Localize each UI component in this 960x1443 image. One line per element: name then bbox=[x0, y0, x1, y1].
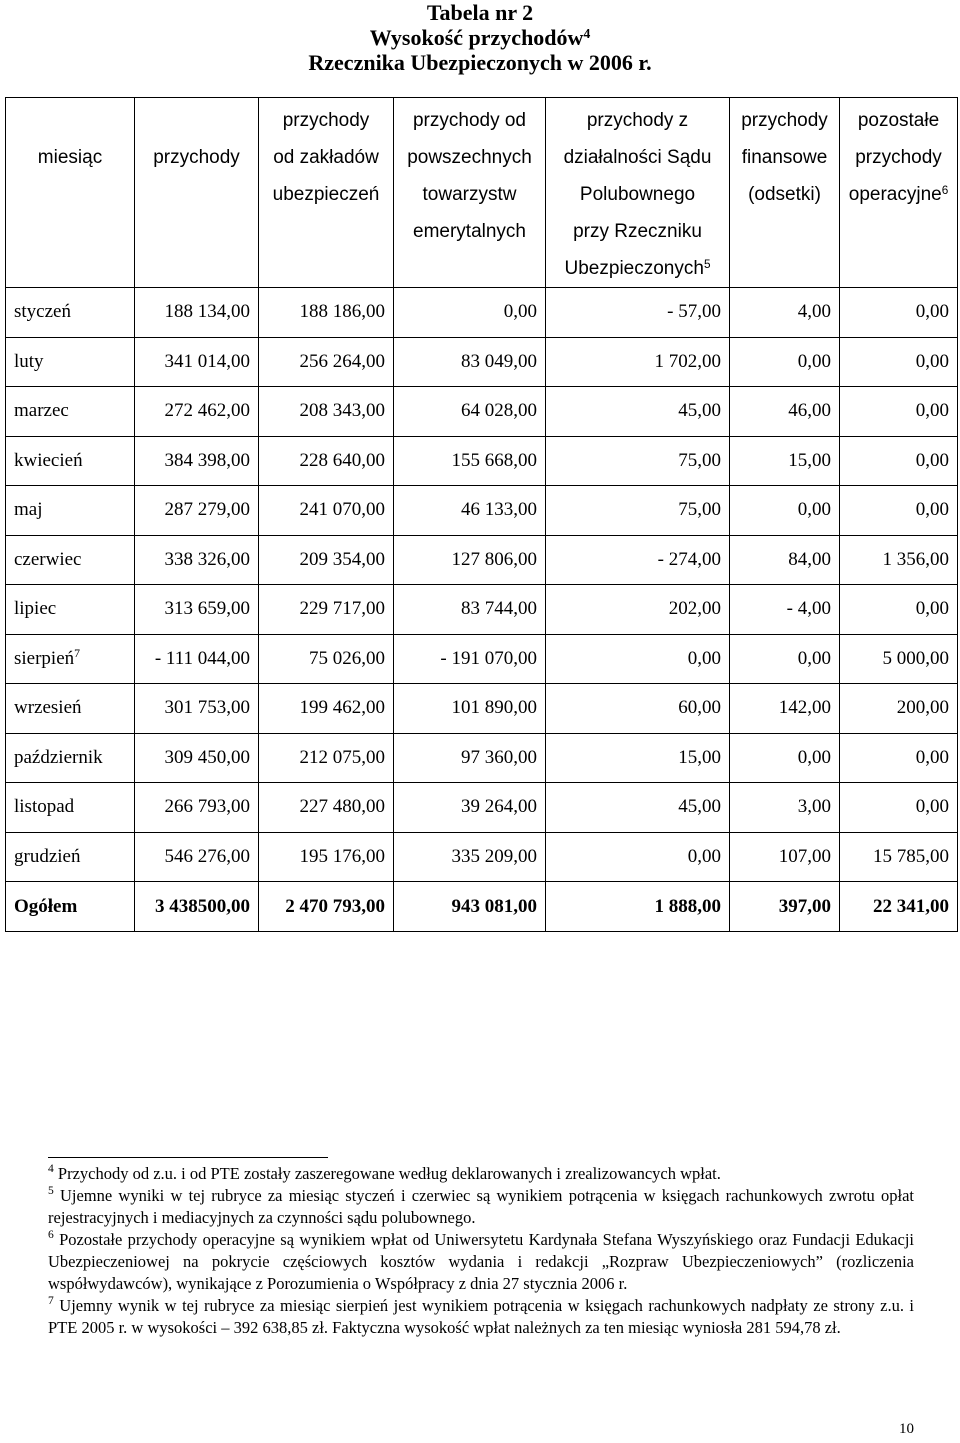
value-cell-pte: 46 133,00 bbox=[394, 486, 546, 536]
month-cell bbox=[6, 288, 135, 338]
header-other-footnote-ref: 6 bbox=[941, 183, 949, 197]
value-cell-total: - 111 044,00 bbox=[135, 634, 259, 684]
value-cell-pte: 127 806,00 bbox=[394, 535, 546, 585]
title-footnote-ref: 4 bbox=[583, 25, 591, 41]
month-cell bbox=[6, 436, 135, 486]
header-financial-line: przychody bbox=[741, 110, 828, 131]
footnote-text: Przychody od z.u. i od PTE zostały zaszeregowane według deklarowanych i zrealizowancych wpłat. bbox=[57, 1164, 721, 1183]
value-cell-other: 0,00 bbox=[840, 585, 958, 635]
value-cell-total: 301 753,00 bbox=[135, 684, 259, 734]
value-cell-total: 287 279,00 bbox=[135, 486, 259, 536]
header-court-footnote-ref: 5 bbox=[703, 257, 711, 271]
total-label: Ogółem bbox=[6, 882, 135, 932]
value-cell-pte: 335 209,00 bbox=[394, 832, 546, 882]
value-cell-total: 266 793,00 bbox=[135, 783, 259, 833]
total-cell-fin: 397,00 bbox=[730, 882, 840, 932]
header-pension-line: powszechnych bbox=[407, 147, 532, 168]
value-cell-court: 45,00 bbox=[546, 783, 730, 833]
value-cell-fin: 0,00 bbox=[730, 486, 840, 536]
header-month-label: miesiąc bbox=[37, 147, 103, 168]
total-cell-total: 3 438500,00 bbox=[135, 882, 259, 932]
value-cell-total: 188 134,00 bbox=[135, 288, 259, 338]
header-row bbox=[6, 98, 958, 288]
header-insurers bbox=[259, 98, 394, 288]
header-pension-funds bbox=[394, 98, 546, 288]
header-month bbox=[6, 98, 135, 288]
revenue-table bbox=[5, 97, 958, 932]
month-cell bbox=[6, 387, 135, 437]
value-cell-total: 338 326,00 bbox=[135, 535, 259, 585]
title-line-3: Rzecznika Ubezpieczonych w 2006 r. bbox=[308, 50, 652, 75]
month-cell bbox=[6, 535, 135, 585]
month-label: listopad bbox=[14, 796, 75, 818]
footnote-text: Ujemny wynik w tej rubryce za miesiąc sierpień jest wynikiem potrącenia w księgach rachunkowych nadpłaty ze strony z.u. i PTE 2005 r. w wysokości – 392 638,85 zł. Faktyczna wysokość wpłat należnych za ten miesiąc wyniosła 281 594,78 zł. bbox=[48, 1296, 915, 1337]
month-cell bbox=[6, 634, 135, 684]
value-cell-court: - 57,00 bbox=[546, 288, 730, 338]
total-row bbox=[6, 882, 958, 932]
value-cell-court: 75,00 bbox=[546, 436, 730, 486]
value-cell-ins: 75 026,00 bbox=[259, 634, 394, 684]
month-cell bbox=[6, 733, 135, 783]
value-cell-ins: 195 176,00 bbox=[259, 832, 394, 882]
value-cell-total: 384 398,00 bbox=[135, 436, 259, 486]
value-cell-pte: 83 744,00 bbox=[394, 585, 546, 635]
table-row bbox=[6, 783, 958, 833]
month-footnote-ref: 7 bbox=[74, 647, 81, 661]
table-row bbox=[6, 337, 958, 387]
header-other-line: przychody bbox=[855, 147, 942, 168]
value-cell-court: 75,00 bbox=[546, 486, 730, 536]
table-title bbox=[0, 0, 960, 75]
header-court-line: przy Rzeczniku bbox=[573, 221, 702, 242]
value-cell-fin: 142,00 bbox=[730, 684, 840, 734]
value-cell-ins: 188 186,00 bbox=[259, 288, 394, 338]
header-total-label: przychody bbox=[153, 147, 240, 168]
value-cell-court: - 274,00 bbox=[546, 535, 730, 585]
footnotes bbox=[48, 1163, 914, 1339]
header-court-line: przychody z bbox=[586, 110, 689, 131]
value-cell-ins: 228 640,00 bbox=[259, 436, 394, 486]
header-court-line: działalności Sądu bbox=[563, 147, 712, 168]
value-cell-pte: 64 028,00 bbox=[394, 387, 546, 437]
value-cell-fin: 0,00 bbox=[730, 634, 840, 684]
total-cell-ins: 2 470 793,00 bbox=[259, 882, 394, 932]
header-other-operating bbox=[840, 98, 958, 288]
value-cell-total: 546 276,00 bbox=[135, 832, 259, 882]
value-cell-fin: 46,00 bbox=[730, 387, 840, 437]
month-cell bbox=[6, 486, 135, 536]
value-cell-court: 45,00 bbox=[546, 387, 730, 437]
value-cell-total: 272 462,00 bbox=[135, 387, 259, 437]
value-cell-pte: 39 264,00 bbox=[394, 783, 546, 833]
value-cell-ins: 209 354,00 bbox=[259, 535, 394, 585]
header-insurers-line: od zakładów bbox=[273, 147, 379, 168]
table-row bbox=[6, 634, 958, 684]
month-label: marzec bbox=[14, 400, 69, 422]
value-cell-other: 0,00 bbox=[840, 288, 958, 338]
month-label: wrzesień bbox=[14, 697, 82, 719]
month-cell bbox=[6, 337, 135, 387]
total-cell-court: 1 888,00 bbox=[546, 882, 730, 932]
footnote bbox=[48, 1295, 914, 1339]
footnote bbox=[48, 1163, 914, 1185]
value-cell-pte: 0,00 bbox=[394, 288, 546, 338]
month-cell bbox=[6, 832, 135, 882]
header-court-line bbox=[546, 250, 729, 287]
header-insurers-line: ubezpieczeń bbox=[272, 184, 380, 205]
header-other-line bbox=[840, 176, 957, 213]
header-arbitration-court bbox=[546, 98, 730, 288]
table-row bbox=[6, 387, 958, 437]
header-financial-line: (odsetki) bbox=[748, 184, 821, 205]
footnote-separator bbox=[48, 1157, 328, 1158]
value-cell-court: 0,00 bbox=[546, 832, 730, 882]
value-cell-fin: 107,00 bbox=[730, 832, 840, 882]
value-cell-pte: - 191 070,00 bbox=[394, 634, 546, 684]
value-cell-other: 5 000,00 bbox=[840, 634, 958, 684]
title-line-1: Tabela nr 2 bbox=[426, 0, 534, 25]
footnote-text: Pozostałe przychody operacyjne są wynikiem wpłat od Uniwersytetu Kardynała Stefana Wyszyńskiego oraz Fundacji Edukacji Ubezpieczeniowej na pokrycie częściowych kosztów wydania i redakcji „Rozpraw Ubezpieczeniowych” (rozliczenia współwydawców), wynikające z Porozumienia o Współpracy z dnia 27 stycznia 2006 r. bbox=[48, 1230, 914, 1293]
value-cell-other: 1 356,00 bbox=[840, 535, 958, 585]
footnote bbox=[48, 1185, 914, 1229]
month-label: październik bbox=[14, 746, 103, 768]
header-pension-line: towarzystw bbox=[422, 184, 517, 205]
month-label: styczeń bbox=[14, 301, 71, 323]
value-cell-fin: 0,00 bbox=[730, 733, 840, 783]
value-cell-other: 0,00 bbox=[840, 436, 958, 486]
footnote-number: 6 bbox=[48, 1229, 54, 1242]
month-label: maj bbox=[14, 499, 43, 521]
header-court-line: Polubownego bbox=[579, 184, 696, 205]
footnote bbox=[48, 1229, 914, 1295]
value-cell-fin: - 4,00 bbox=[730, 585, 840, 635]
total-cell-other: 22 341,00 bbox=[840, 882, 958, 932]
header-financial-line: finansowe bbox=[741, 147, 828, 168]
value-cell-ins: 227 480,00 bbox=[259, 783, 394, 833]
month-cell bbox=[6, 585, 135, 635]
header-pension-line: emerytalnych bbox=[413, 221, 526, 242]
footnote-number: 5 bbox=[48, 1185, 54, 1198]
month-label: czerwiec bbox=[14, 548, 82, 570]
value-cell-ins: 208 343,00 bbox=[259, 387, 394, 437]
footnote-number: 4 bbox=[48, 1163, 54, 1176]
value-cell-other: 200,00 bbox=[840, 684, 958, 734]
value-cell-fin: 84,00 bbox=[730, 535, 840, 585]
value-cell-other: 0,00 bbox=[840, 337, 958, 387]
value-cell-ins: 229 717,00 bbox=[259, 585, 394, 635]
value-cell-pte: 101 890,00 bbox=[394, 684, 546, 734]
value-cell-court: 202,00 bbox=[546, 585, 730, 635]
value-cell-court: 15,00 bbox=[546, 733, 730, 783]
value-cell-pte: 97 360,00 bbox=[394, 733, 546, 783]
month-label: lipiec bbox=[14, 598, 57, 620]
revenue-table-body bbox=[6, 98, 958, 932]
total-cell-pte: 943 081,00 bbox=[394, 882, 546, 932]
page-number: 10 bbox=[899, 1421, 914, 1437]
month-cell bbox=[6, 783, 135, 833]
value-cell-fin: 15,00 bbox=[730, 436, 840, 486]
month-label: luty bbox=[14, 350, 44, 372]
header-pension-line: przychody od bbox=[412, 110, 526, 131]
value-cell-other: 0,00 bbox=[840, 486, 958, 536]
header-other-line-text: operacyjne bbox=[848, 184, 942, 205]
value-cell-court: 1 702,00 bbox=[546, 337, 730, 387]
header-financial bbox=[730, 98, 840, 288]
value-cell-total: 313 659,00 bbox=[135, 585, 259, 635]
value-cell-fin: 4,00 bbox=[730, 288, 840, 338]
table-row bbox=[6, 832, 958, 882]
header-insurers-line: przychody bbox=[282, 110, 370, 131]
month-label: grudzień bbox=[14, 845, 81, 867]
value-cell-ins: 241 070,00 bbox=[259, 486, 394, 536]
value-cell-other: 0,00 bbox=[840, 733, 958, 783]
table-row bbox=[6, 288, 958, 338]
value-cell-other: 0,00 bbox=[840, 387, 958, 437]
table-row bbox=[6, 733, 958, 783]
value-cell-ins: 212 075,00 bbox=[259, 733, 394, 783]
value-cell-court: 60,00 bbox=[546, 684, 730, 734]
header-total bbox=[135, 98, 259, 288]
value-cell-pte: 155 668,00 bbox=[394, 436, 546, 486]
table-row bbox=[6, 436, 958, 486]
value-cell-court: 0,00 bbox=[546, 634, 730, 684]
value-cell-ins: 256 264,00 bbox=[259, 337, 394, 387]
table-row bbox=[6, 486, 958, 536]
month-cell bbox=[6, 684, 135, 734]
footnote-text: Ujemne wyniki w tej rubryce za miesiąc styczeń i czerwiec są wynikiem potrącenia w księgach rachunkowych zwrotu opłat rejestracyjnych i mediacyjnych za czynności sądu polubownego. bbox=[48, 1186, 914, 1227]
value-cell-pte: 83 049,00 bbox=[394, 337, 546, 387]
header-court-line-text: Ubezpieczonych bbox=[564, 258, 704, 279]
month-label: kwiecień bbox=[14, 449, 83, 471]
footnote-number: 7 bbox=[48, 1295, 54, 1308]
table-row bbox=[6, 684, 958, 734]
title-line-2-text: Wysokość przychodów bbox=[369, 25, 584, 50]
header-other-line: pozostałe bbox=[857, 110, 940, 131]
title-line-2 bbox=[0, 25, 960, 50]
value-cell-other: 0,00 bbox=[840, 783, 958, 833]
month-label: sierpień bbox=[14, 647, 75, 669]
table-row bbox=[6, 535, 958, 585]
value-cell-fin: 0,00 bbox=[730, 337, 840, 387]
value-cell-ins: 199 462,00 bbox=[259, 684, 394, 734]
table-row bbox=[6, 585, 958, 635]
value-cell-fin: 3,00 bbox=[730, 783, 840, 833]
value-cell-total: 341 014,00 bbox=[135, 337, 259, 387]
value-cell-total: 309 450,00 bbox=[135, 733, 259, 783]
value-cell-other: 15 785,00 bbox=[840, 832, 958, 882]
